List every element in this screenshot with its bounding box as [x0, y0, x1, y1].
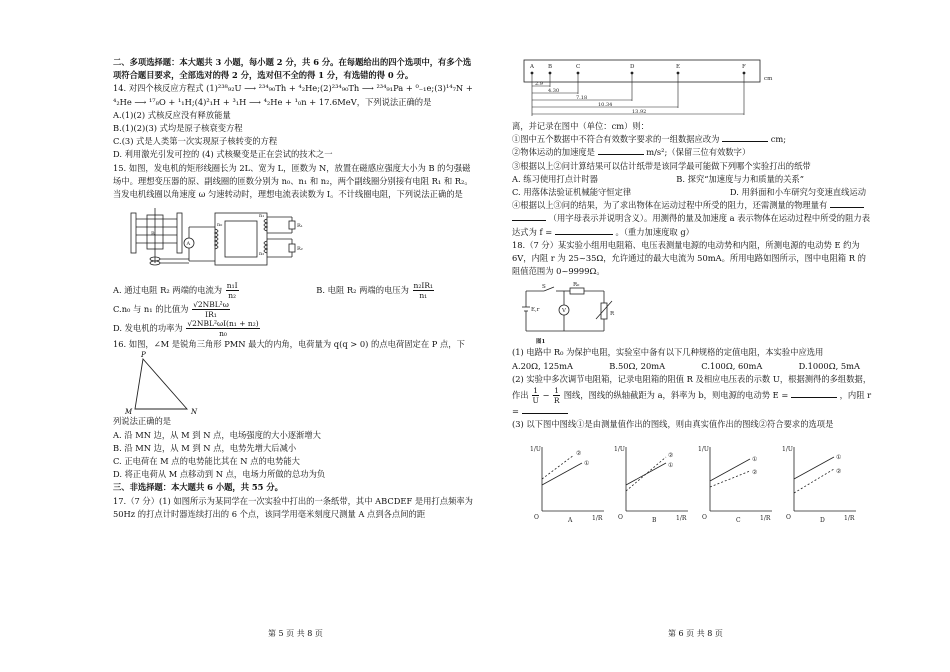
right-column [512, 56, 874, 523]
q14-stem: 14. 对四个核反应方程式 (1)²³⁸₉₂U ⟶ ²³⁴₉₀Th + ⁴₂He;(2)²³⁴₉₀Th ⟶ ²³⁴₉₁Pa + ⁰₋₁e;(3)¹⁴₇N + ⁴₂He ⟶ ¹⁷₈O + ¹₁H;(4)²₁H + ³₁H ⟶ ⁴₂He + ¹₀n + 17.6MeV，下列说法正确的是 [113, 83, 473, 107]
svg-text:n₀: n₀ [217, 222, 223, 229]
circuit-diagram [518, 281, 618, 345]
svg-text:n₁: n₁ [259, 213, 265, 220]
q18-fraction-dash: − [542, 390, 550, 401]
q18-fraction-1-denominator: U [532, 396, 539, 406]
graph-d-line-1: ① [836, 454, 842, 462]
q17-part-3-option-d: D. 用斜面和小车研究匀变速直线运动 [729, 187, 866, 198]
tape-unit: cm [764, 76, 773, 82]
q15-a-text: A. 通过电阻 R₂ 两端的电流为 [113, 285, 223, 296]
svg-text:B: B [151, 231, 155, 238]
triangle-label-p: P [141, 351, 146, 360]
svg-text:R₂: R₂ [297, 246, 303, 253]
q17-part-3: ③根据以上②问计算结果可以估计纸带是该同学最可能做下列哪个实验打出的纸带 [512, 160, 811, 171]
q15-b-denominator: n₁ [419, 291, 428, 301]
tape-distance-ac: 4.30 [548, 88, 560, 94]
svg-text:A: A [186, 241, 191, 248]
circuit-label-v: V [562, 308, 566, 315]
q14-option-a: A.(1)(2) 式核反应没有释放能量 [113, 109, 231, 120]
q18-stem: 18.（7 分）某实验小组用电阻箱、电压表测量电源的电动势和内阻，所测电源的电动势 E 约为 6V，内阻 r 为 25~35Ω，允许通过的最大电流为 50mA。所用电路如图所示，图中电阻箱 R 的阻值范围为 0~9999Ω。 [512, 239, 866, 277]
q14-option-d: D. 利用激光引发可控的 (4) 式核聚变是正在尝试的技术之一 [113, 149, 333, 160]
graph-d-ylabel: 1/U [782, 446, 793, 454]
graph-option-c [698, 441, 776, 523]
svg-text:n₂: n₂ [259, 251, 265, 258]
q18-fraction-1-numerator: 1 [533, 386, 539, 396]
q18-fraction-2-denominator: R [553, 396, 560, 406]
q18-part-2-text-a: (2) 实验中多次调节电阻箱，记录电阻箱的阻值 R 及相应电压表的示数 U，根据测得的多组数据，作出 [512, 373, 872, 401]
q16-option-d: D. 将正电荷从 M 点移动到 N 点，电场力所做的总功为负 [113, 469, 326, 480]
q16-option-b: B. 沿 MN 边，从 M 到 N 点，电势先增大后减小 [113, 442, 297, 453]
q18-part-3: (3) 以下图中图线①是由测量值作出的图线，则由真实值作出的图线②符合要求的选项是 [512, 419, 834, 430]
q16-stem: 16. 如图，∠M 是锐角三角形 PMN 最大的内角，电荷量为 q(q > 0) 的点电荷固定在 P 点，下 [113, 339, 465, 350]
q15-c-denominator: IR₁ [205, 310, 217, 320]
svg-text:R₁: R₁ [297, 223, 303, 230]
q17-part-2-unit: m/s²;（保留三位有效数字） [646, 147, 751, 158]
answer-blank[interactable] [830, 199, 864, 208]
graph-b-line-1: ① [668, 462, 674, 470]
graph-b-xlabel: 1/R [676, 515, 687, 523]
q15-option-c [113, 300, 473, 319]
graph-a-line-1: ① [584, 460, 590, 468]
q16-option-a: A. 沿 MN 边，从 M 到 N 点，电场强度的大小逐渐增大 [113, 429, 321, 440]
triangle-label-m: M [125, 408, 133, 416]
graph-a-line-2: ② [576, 450, 582, 458]
graph-c-caption: C [736, 517, 741, 524]
q18-part-2-text-b: 图线，图线的纵轴截距为 a，斜率为 b，则电源的电动势 E = [563, 390, 789, 401]
answer-blank[interactable] [555, 226, 613, 235]
graph-option-a [530, 441, 608, 523]
q17-part-1-unit: cm; [770, 134, 787, 145]
graph-option-d [782, 441, 860, 523]
graph-a-origin: O [534, 514, 539, 522]
q17-part-3-option-b: B. 探究“加速度与力和质量的关系” [676, 173, 804, 184]
circuit-label-s: S [542, 284, 546, 291]
q15-option-d [113, 319, 473, 338]
q18-part-1: (1) 电路中 R₀ 为保护电阻，实验室中备有以下几种规格的定值电阻，本实验中应选用 [512, 347, 824, 358]
q18-part-2 [512, 373, 874, 418]
tape-label-e: E [676, 64, 681, 70]
graph-b-origin: O [618, 514, 623, 522]
q18-part-1-option-c: C.100Ω, 60mA [701, 360, 763, 371]
tape-label-d: D [630, 64, 635, 70]
circuit-label-r0: R₀ [573, 282, 580, 289]
q15-stem: 15. 如图，发电机的矩形线圈长为 2L、宽为 L，匝数为 N，放置在磁感应强度大小为 B 的匀强磁场中。理想变压器的原、副线圈的匝数分别为 n₀、n₁ 和 n₂，两个副线圈分别接有电阻 R₁ 和 R₂。当发电机线圈以角速度 ω 匀速转动时，理想电流表读数为 I。不计线圈电阻，下列说法正确的是 [113, 162, 473, 200]
paper-tape-figure [522, 54, 784, 118]
graph-a-caption: A [568, 517, 573, 524]
tape-label-c: C [576, 64, 581, 70]
q16-stem-continued: 列说法正确的是 [113, 416, 172, 427]
graph-b-ylabel: 1/U [614, 446, 625, 454]
triangle-pmn-figure [119, 351, 239, 415]
circuit-caption: 图1 [536, 339, 546, 346]
page-number-right: 第 6 页 共 8 页 [668, 629, 723, 638]
q18-part-1-option-d: D.1000Ω, 5mA [798, 360, 860, 371]
q18-fraction-2-numerator: 1 [554, 386, 560, 396]
graph-c-line-1: ① [752, 456, 758, 464]
q14-option-b: B.(1)(2)(3) 式均是原子核衰变方程 [113, 123, 243, 134]
q15-a-numerator: n₁I [226, 281, 238, 291]
graph-a-xlabel: 1/R [592, 515, 603, 523]
tape-label-b: B [548, 64, 553, 70]
graph-a-ylabel: 1/U [530, 446, 541, 454]
graph-c-origin: O [702, 514, 707, 522]
q17-part-4-text-c: 。（重力加速度取 g） [615, 226, 694, 237]
q17-part-2 [512, 146, 874, 159]
tape-distance-ab: 2.9 [535, 81, 543, 87]
q17-part-2-text: ②物体运动的加速度是 [512, 147, 595, 158]
q17-part-1 [512, 133, 874, 146]
q17-part-3-option-a: A. 练习使用打点计时器 [512, 173, 598, 184]
q17-part-1-text: ①图中五个数据中不符合有效数字要求的一组数据应改为 [512, 134, 720, 145]
q17-stem: 17.（7 分）(1) 如图所示为某同学在一次实验中打出的一条纸带，其中 ABCDEF 是用打点频率为 50Hz 的打点计时器连续打出的 6 个点，该同学用毫米刻度尺测量 A 点到各点间的距 [113, 495, 473, 519]
answer-blank[interactable] [522, 405, 568, 414]
graph-c-xlabel: 1/R [760, 515, 771, 523]
q16-option-c: C. 正电荷在 M 点的电势能比其在 N 点的电势能大 [113, 456, 300, 467]
q17-part-4-text-b: （用字母表示并说明含义）。用测得的量及加速度 a 表示物体在运动过程中所受的阻力表达式为 f = [512, 213, 870, 237]
answer-blank[interactable] [791, 389, 837, 398]
tape-distance-ad: 7.18 [576, 95, 588, 101]
q15-d-text: D. 发电机的功率为 [113, 323, 183, 334]
graph-d-xlabel: 1/R [844, 515, 855, 523]
graph-d-line-2: ② [836, 468, 842, 476]
q14-option-c: C.(3) 式是人类第一次实现原子核转变的方程 [113, 136, 278, 147]
graph-options [530, 441, 860, 523]
graph-c-ylabel: 1/U [698, 446, 709, 454]
graph-option-b [614, 441, 692, 523]
q15-option-b [316, 281, 435, 300]
q15-c-text: C.n₀ 与 n₁ 的比值为 [113, 304, 189, 315]
triangle-label-n: N [191, 408, 198, 416]
q15-a-denominator: n₂ [228, 291, 237, 301]
graph-d-origin: O [786, 514, 791, 522]
section2-title: 二、多项选择题：本大题共 3 小题，每小题 2 分，共 6 分。在每题给出的四个选项中，有多个选项符合题目要求，全部选对的得 2 分，选对但不全的得 1 分，有选错的得 0 分。 [113, 57, 472, 81]
q17-stem-continued: 离，并记录在图中（单位：cm）则： [512, 121, 649, 131]
q17-part-3-option-c: C. 用落体法验证机械能守恒定律 [512, 187, 632, 198]
q15-b-numerator: n₂IR₁ [413, 281, 433, 291]
q17-part-4-text-a: ④根据以上③问的结果，为了求出物体在运动过程中所受的阻力，还需测量的物理量有 [512, 200, 828, 211]
section3-title: 三、非选择题：本大题共 6 小题，共 55 分。 [113, 482, 283, 493]
tape-distance-ae: 10.34 [598, 102, 613, 108]
page-number-left: 第 5 页 共 8 页 [268, 629, 323, 638]
generator-transformer-diagram [127, 205, 327, 273]
graph-b-caption: B [652, 517, 657, 524]
q18-part-2-text-c: ，内阻 r = [512, 390, 872, 417]
q15-option-a [113, 281, 240, 300]
q17-part-4 [512, 199, 874, 239]
q15-b-text: B. 电阻 R₂ 两端的电压为 [316, 285, 409, 296]
tape-distance-af: 13.92 [632, 109, 647, 115]
q18-part-1-option-b: B.50Ω, 20mA [609, 360, 666, 371]
left-column [113, 56, 473, 521]
q15-c-numerator: √2NBL²ω [193, 300, 229, 310]
q18-part-1-option-a: A.20Ω, 125mA [512, 360, 574, 371]
q15-d-numerator: √2NBL²ωI(n₁ + n₂) [187, 319, 259, 329]
graph-c-line-2: ② [752, 469, 758, 477]
q15-d-denominator: n₀ [219, 329, 227, 339]
answer-blank[interactable] [598, 146, 644, 155]
circuit-label-r: R [610, 311, 615, 318]
tape-label-a: A [530, 64, 534, 70]
answer-blank[interactable] [722, 133, 768, 142]
graph-d-caption: D [820, 517, 825, 524]
answer-blank[interactable] [512, 212, 546, 221]
circuit-label-e: E,r [531, 307, 540, 314]
graph-b-line-2: ② [668, 452, 674, 460]
tape-label-f: F [742, 64, 746, 70]
